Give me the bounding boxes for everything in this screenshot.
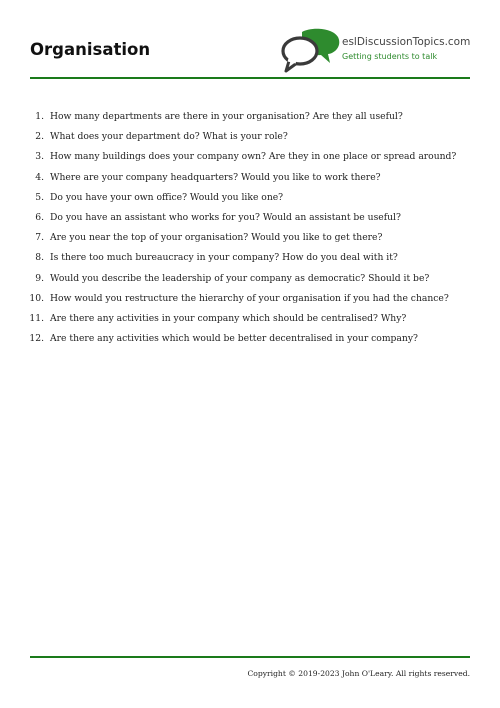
item-number: 8.: [35, 252, 44, 264]
list-item: [30, 269, 475, 289]
question-text: Are there any activities which would be better decentralised in your company?: [50, 333, 418, 345]
item-number: 2.: [35, 131, 44, 143]
list-item: [30, 309, 475, 329]
item-number: 5.: [35, 191, 44, 203]
item-number: 9.: [35, 272, 44, 284]
page-title: Organisation: [30, 40, 151, 59]
question-list: [30, 107, 475, 349]
item-number: 7.: [35, 232, 44, 244]
item-number: 12.: [29, 333, 44, 345]
list-item: [30, 329, 475, 349]
question-text: Are you near the top of your organisation? Would you like to get there?: [50, 232, 383, 244]
question-text: How would you restructure the hierarchy of your organisation if you had the chance?: [50, 292, 449, 304]
question-text: How many buildings does your company own? Are they in one place or spread around?: [50, 151, 457, 163]
header-divider: [30, 77, 470, 79]
brand-name: eslDiscussionTopics.com: [342, 36, 471, 48]
list-item: [30, 107, 475, 127]
list-item: [30, 147, 475, 167]
item-number: 10.: [29, 292, 44, 304]
question-text: What does your department do? What is your role?: [50, 131, 288, 143]
footer-divider: [30, 656, 470, 658]
page-header: [30, 0, 470, 80]
list-item: [30, 168, 475, 188]
list-item: [30, 228, 475, 248]
copyright-notice: Copyright © 2019-2023 John O'Leary. All rights reserved.: [247, 669, 470, 678]
brand-tagline: Getting students to talk: [342, 52, 438, 61]
question-text: Are there any activities in your company which should be centralised? Why?: [50, 313, 407, 325]
question-text: Where are your company headquarters? Would you like to work there?: [50, 171, 381, 183]
question-text: Would you describe the leadership of your company as democratic? Should it be?: [50, 272, 430, 284]
question-text: How many departments are there in your organisation? Are they all useful?: [50, 111, 403, 122]
item-number: 4.: [35, 171, 44, 183]
list-item: [30, 248, 475, 268]
item-number: 6.: [35, 212, 44, 224]
question-text: Do you have your own office? Would you like one?: [50, 191, 284, 203]
item-number: 1.: [35, 111, 44, 122]
speech-bubbles-icon: [280, 27, 340, 73]
site-logo[interactable]: [280, 27, 480, 73]
item-number: 3.: [35, 151, 44, 163]
question-text: Do you have an assistant who works for you? Would an assistant be useful?: [50, 212, 401, 224]
list-item: [30, 289, 475, 309]
item-number: 11.: [29, 313, 44, 325]
list-item: [30, 127, 475, 147]
list-item: [30, 188, 475, 208]
question-text: Is there too much bureaucracy in your company? How do you deal with it?: [50, 252, 398, 264]
list-item: [30, 208, 475, 228]
